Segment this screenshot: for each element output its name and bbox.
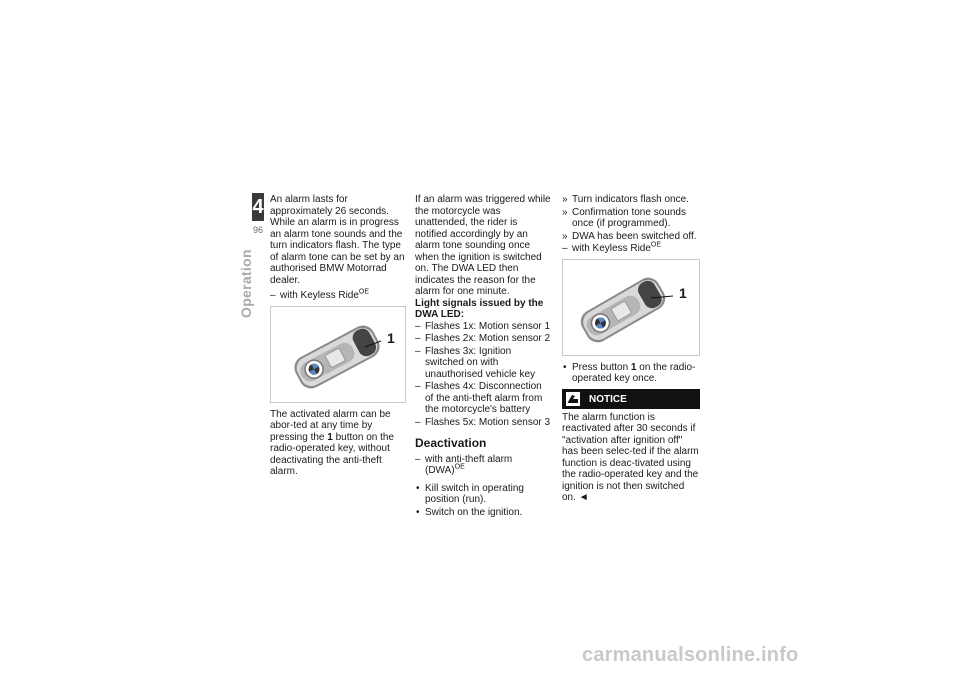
list-item: – Flashes 3x: Ignition switched on with unauthorised vehicle key: [415, 346, 551, 381]
column-1: [270, 194, 406, 482]
key-figure: [270, 306, 406, 403]
figure-callout-1: 1: [679, 284, 687, 301]
column-2: [415, 194, 551, 519]
list-item: – Flashes 2x: Motion sensor 2: [415, 333, 551, 345]
notice-icon: [566, 392, 580, 406]
light-signals-list: [415, 321, 551, 429]
radio-key-illustration: [563, 260, 699, 355]
key-figure: [562, 259, 700, 356]
paragraph-abort-alarm: The activated alarm can be abor-ted at any time by pressing the 1 button on the radio-operated key, without deactivating the anti-theft alarm.: [270, 408, 394, 477]
instruction-press-button: • Press button 1 on the radio-operated key once.: [562, 362, 700, 385]
result-item: » DWA has been switched off.: [562, 231, 700, 243]
list-item: – Flashes 1x: Motion sensor 1: [415, 321, 551, 333]
list-item: – Flashes 4x: Disconnection of the anti-theft alarm from the motorcycle's battery: [415, 381, 551, 416]
keyless-ride-condition: – with Keyless Ride$^{OE}$: [270, 290, 406, 302]
deactivation-heading: Deactivation: [415, 436, 487, 450]
figure-callout-1: 1: [387, 329, 395, 346]
column-3: [562, 194, 700, 508]
notice-title: NOTICE: [589, 393, 627, 405]
paragraph-alarm-notification: If an alarm was triggered while the motorcycle was unattended, the rider is notified accordingly by an alarm tone sounding once when the ignition is switched on. The DWA LED then indicates the reason for the alarm for one minute.: [415, 194, 551, 297]
page-number: 96: [252, 225, 263, 235]
result-item: » Confirmation tone sounds once (if programmed).: [562, 207, 700, 230]
list-item: • Switch on the ignition.: [415, 507, 551, 519]
list-item: – Flashes 5x: Motion sensor 3: [415, 417, 551, 429]
radio-key-illustration: [271, 307, 405, 402]
chapter-title: Operation: [238, 249, 254, 318]
result-item: » Turn indicators flash once.: [562, 194, 700, 206]
list-item: • Kill switch in operating position (run).: [415, 483, 551, 506]
chapter-number: 4: [252, 193, 264, 221]
dwa-condition: – with anti-theft alarm (DWA)$^{OE}$: [415, 454, 551, 477]
end-mark: ◄: [578, 492, 589, 503]
light-signals-heading: Light signals issued by the DWA LED:: [415, 297, 544, 320]
notice-banner: [562, 389, 700, 409]
keyless-ride-condition: – with Keyless Ride$^{OE}$: [562, 243, 700, 255]
paragraph-alarm-duration: An alarm lasts for approximately 26 seconds. While an alarm is in progress an alarm tone sounds and the turn indicators flash. The type of alarm tone can be set by an authorised BMW Motorrad dealer.: [270, 194, 405, 286]
watermark: carmanualsonline.info: [582, 644, 799, 666]
notice-text: The alarm function is reactivated after 30 seconds if "activation after ignition off" has been selec-ted if the alarm function is deac-tivated using the radio-operated key and the ignition is not then switched on. ◄: [562, 411, 699, 503]
